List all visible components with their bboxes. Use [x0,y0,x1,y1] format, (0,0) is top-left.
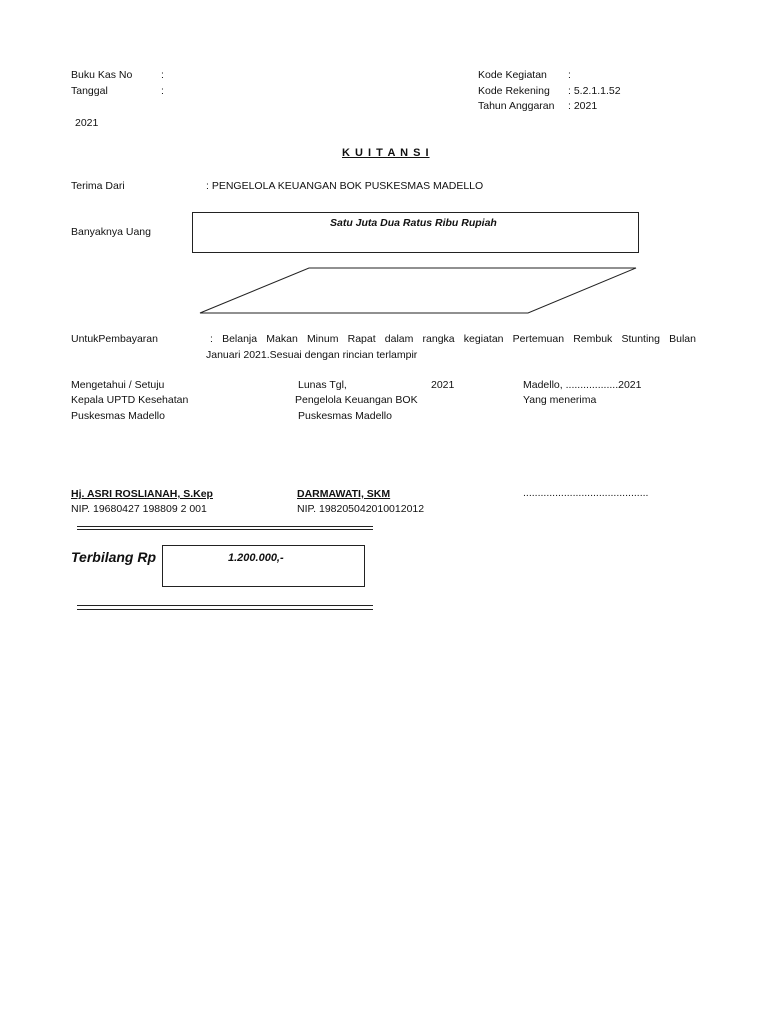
buku-kas-separator: : [161,69,164,81]
signer-nip-1: NIP. 19680427 198809 2 001 [71,503,207,515]
buku-kas-label: Buku Kas No [71,69,133,81]
signer-name-1: Hj. ASRI ROSLIANAH, S.Kep [71,488,213,500]
untuk-pembayaran-line2: Januari 2021.Sesuai dengan rincian terlampir [206,349,418,361]
lunas-tgl-label: Lunas Tgl, [298,379,347,391]
terbilang-amount-box [162,545,365,587]
kode-kegiatan-value: : [568,69,571,81]
kode-kegiatan-label: Kode Kegiatan [478,69,547,81]
puskesmas-label-1: Puskesmas Madello [71,410,165,422]
rule-top-1 [77,526,373,527]
tahun-anggaran-label: Tahun Anggaran [478,100,555,112]
tanggal-label: Tanggal [71,85,108,97]
receiver-name-placeholder: ........................................... [523,487,649,499]
yang-menerima-label: Yang menerima [523,394,597,406]
header-year: 2021 [75,117,99,129]
madello-date: Madello, ..................2021 [523,379,642,391]
signer-name-2: DARMAWATI, SKM [297,488,391,500]
kode-rekening-label: Kode Rekening [478,85,550,97]
rule-bottom-1 [77,605,373,606]
lunas-year: 2021 [431,379,455,391]
parallelogram-shape [198,266,640,316]
amount-in-words: Satu Juta Dua Ratus Ribu Rupiah [330,217,497,229]
untuk-pembayaran-label: UntukPembayaran [71,333,158,345]
terima-dari-value: : PENGELOLA KEUANGAN BOK PUSKESMAS MADELLO [206,180,484,192]
tanggal-separator: : [161,85,164,97]
mengetahui-label: Mengetahui / Setuju [71,379,165,391]
kepala-uptd-label: Kepala UPTD Kesehatan [71,394,189,406]
terbilang-label: Terbilang Rp [71,549,157,565]
untuk-pembayaran-line1: : Belanja Makan Minum Rapat dalam rangka kegiatan Pertemuan Rembuk Stunting Bulan [210,333,696,345]
amount-words-box [192,212,639,253]
receipt-title: K U I T A N S I [342,147,430,159]
puskesmas-label-2: Puskesmas Madello [298,410,392,422]
tahun-anggaran-value: : 2021 [568,100,598,112]
signer-nip-2: NIP. 198205042010012012 [297,503,425,515]
kode-rekening-value: : 5.2.1.1.52 [568,85,621,97]
banyaknya-uang-label: Banyaknya Uang [71,226,151,238]
terbilang-amount: 1.200.000,- [228,552,284,564]
pengelola-label: Pengelola Keuangan BOK [295,394,418,406]
terima-dari-label: Terima Dari [71,180,125,192]
rule-top-2 [77,529,373,530]
rule-bottom-2 [77,609,373,610]
